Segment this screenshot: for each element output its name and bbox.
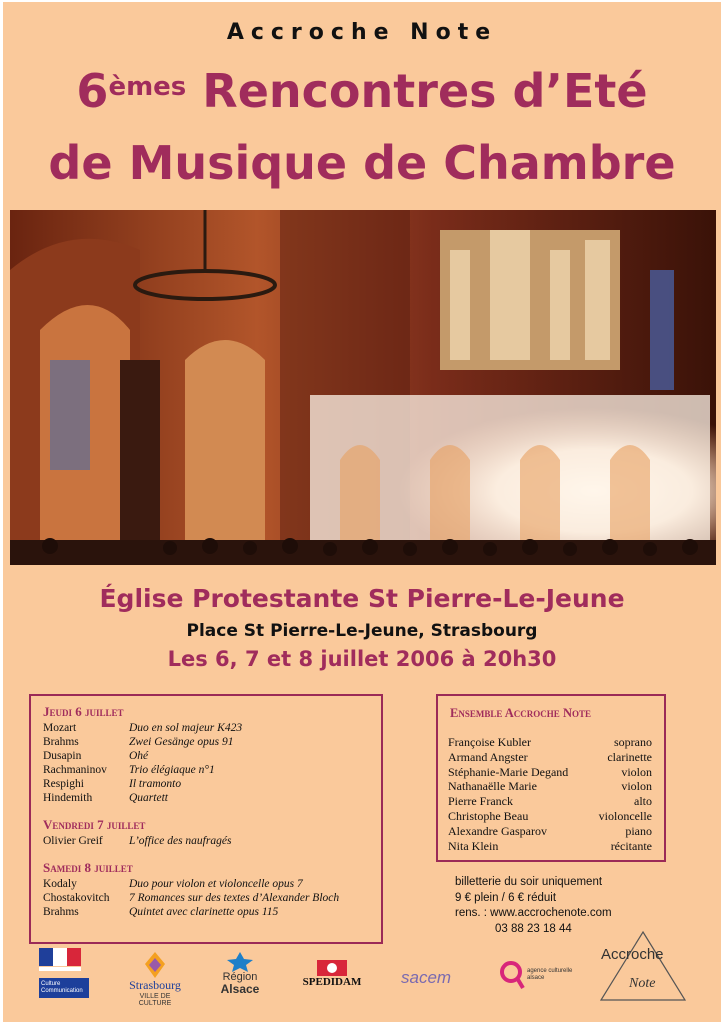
member-row (438, 765, 664, 780)
accroche-triangle-icon (595, 930, 691, 1004)
agence-icon (499, 960, 525, 990)
spedidam-icon (317, 960, 347, 976)
program-row (31, 905, 381, 919)
day-heading: Jeudi 6 juillet (43, 704, 124, 719)
program-row (31, 877, 381, 891)
day-heading: Vendredi 7 juillet (43, 817, 146, 832)
member-name: Pierre Franck (448, 794, 513, 809)
member-role: soprano (614, 735, 652, 749)
sacem-logo: sacem (401, 968, 452, 987)
work: Quintet avec clarinette opus 115 (129, 906, 279, 918)
church-interior-photo (10, 210, 716, 565)
strasbourg-logo: Strasbourg VILLE DE CULTURE (125, 952, 185, 1007)
venue-name: Église Protestante St Pierre-Le-Jeune (99, 584, 625, 613)
member-name: Nita Klein (448, 838, 499, 853)
republique-francaise-logo (39, 948, 83, 972)
program-row (31, 834, 381, 848)
poster (3, 2, 721, 1022)
composer: Dusapin (43, 750, 82, 762)
venue-address: Place St Pierre-Le-Jeune, Strasbourg (186, 621, 538, 641)
spedidam-logo: SPEDIDAM (295, 960, 369, 988)
region-alsace-logo: Région Alsace (215, 952, 265, 996)
ticket-price: 9 € plein / 6 € réduit (455, 891, 557, 904)
ticket-phone: 03 88 23 18 44 (495, 922, 572, 935)
work: L’office des naufragés (129, 835, 232, 847)
concert-dates: Les 6, 7 et 8 juillet 2006 à 20h30 (167, 647, 557, 671)
member-role: alto (634, 794, 652, 809)
member-role: violon (621, 764, 652, 779)
composer: Mozart (43, 722, 77, 734)
composer: Brahms (43, 906, 79, 918)
work: Ohé (129, 750, 149, 762)
agence-culturelle-logo: agence culturelle alsace (499, 960, 573, 990)
program-row (31, 777, 381, 791)
program-row (31, 791, 381, 805)
member-name: Christophe Beau (448, 808, 529, 823)
member-role: violon (621, 779, 652, 794)
ticket-line: billetterie du soir uniquement (455, 876, 603, 888)
composer: Olivier Greif (43, 835, 103, 847)
culture-communication-logo: Culture Communication (39, 978, 89, 998)
program-row (31, 891, 381, 905)
composer: Chostakovitch (43, 892, 110, 904)
member-name: Armand Angster (448, 749, 528, 764)
member-role: récitante (610, 838, 652, 853)
member-row (438, 794, 664, 809)
composer: Rachmaninov (43, 764, 107, 776)
work: Il tramonto (129, 778, 182, 790)
member-row (438, 824, 664, 839)
member-name: Françoise Kubler (448, 735, 531, 749)
work: Duo en sol majeur K423 (129, 722, 243, 734)
program-row (31, 749, 381, 763)
program-row (31, 763, 381, 777)
member-role: piano (625, 823, 652, 838)
composer: Hindemith (43, 792, 93, 804)
work: Zwei Gesänge opus 91 (129, 736, 234, 748)
ensemble-title: Ensemble Accroche Note (450, 706, 591, 720)
work: Quartett (129, 792, 168, 804)
organizer-name: Accroche Note (226, 20, 498, 45)
composer: Brahms (43, 736, 79, 748)
member-row (438, 839, 664, 854)
member-role: violoncelle (598, 808, 652, 823)
member-name: Alexandre Gasparov (448, 823, 547, 838)
member-row (438, 779, 664, 794)
member-row (438, 750, 664, 765)
work: 7 Romances sur des textes d’Alexander Bloch (129, 892, 340, 904)
program-row (31, 721, 381, 735)
composer: Respighi (43, 778, 84, 790)
strasbourg-emblem-icon (143, 952, 167, 978)
member-role: clarinette (607, 749, 652, 764)
member-name: Stéphanie-Marie Degand (448, 764, 569, 779)
poster-title-line1: 6èmes Rencontres d’Eté (76, 64, 648, 118)
member-name: Nathanaëlle Marie (448, 779, 537, 794)
member-row (438, 809, 664, 824)
ticket-website: rens. : www.accrochenote.com (455, 907, 612, 919)
member-row (438, 735, 664, 750)
work: Duo pour violon et violoncelle opus 7 (129, 878, 303, 890)
day-heading: Samedi 8 juillet (43, 860, 133, 875)
work: Trio élégiaque n°1 (129, 764, 215, 776)
poster-title-line2: de Musique de Chambre (48, 136, 676, 190)
ensemble-box (436, 694, 666, 862)
star-icon (223, 952, 257, 972)
program-row (31, 735, 381, 749)
accroche-note-logo: Accroche Note (595, 930, 691, 1004)
composer: Kodaly (43, 878, 77, 890)
program-box (29, 694, 383, 944)
ticket-info (455, 875, 612, 937)
